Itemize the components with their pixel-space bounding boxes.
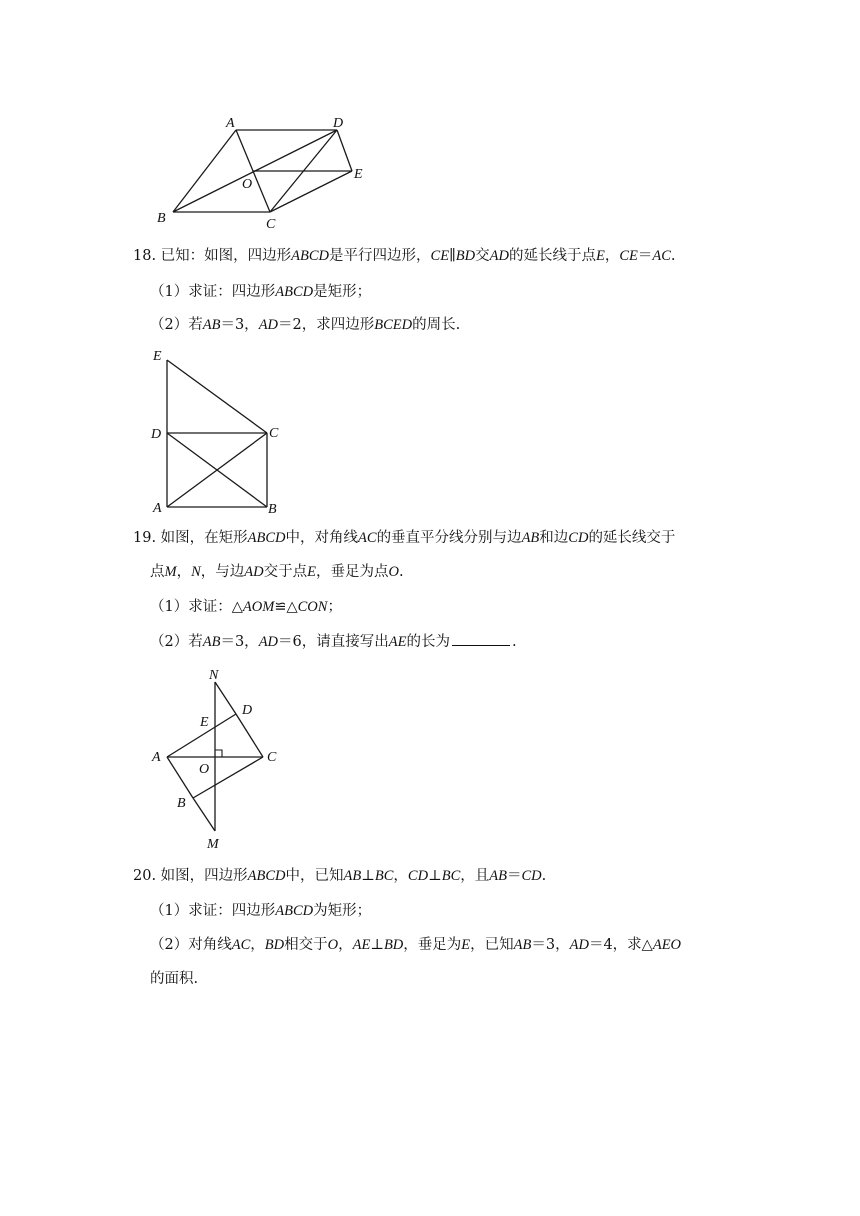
q19-part2: [150, 631, 517, 652]
text: ，垂足为: [403, 937, 462, 953]
math-var: AD: [258, 634, 279, 650]
label-A: A: [153, 501, 162, 516]
label-N: N: [209, 668, 219, 683]
math-var: AB: [521, 530, 540, 546]
q18-stem: [133, 246, 675, 266]
text: ＝6，请直接写出: [278, 634, 389, 650]
segment: [215, 682, 236, 714]
text: 和边: [539, 530, 569, 546]
text: ，: [176, 564, 192, 580]
text: ＝4，求△: [588, 937, 653, 953]
right-angle-mark: [215, 750, 222, 757]
math-var: BD: [455, 248, 476, 264]
math-var: AD: [258, 317, 279, 333]
text: （1）求证：△: [150, 599, 243, 615]
label-B: B: [268, 502, 277, 517]
math-var: BD: [383, 937, 404, 953]
text: 的长为: [406, 634, 450, 650]
math-var: AC: [358, 530, 377, 546]
text: 中，对角线: [285, 530, 359, 546]
text: ，且: [460, 868, 490, 884]
text: 如图，四边形: [160, 868, 248, 884]
math-var: E: [595, 248, 605, 264]
math-var: ABCD: [275, 284, 314, 300]
math-var: AE: [388, 634, 407, 650]
q20-stem: [133, 866, 546, 886]
math-var: CON: [297, 599, 328, 615]
text: 如图，在矩形: [160, 530, 248, 546]
text: ＝3，: [220, 634, 259, 650]
text: 的垂直平分线分别与边: [376, 530, 522, 546]
text: 是平行四边形，: [329, 248, 431, 264]
math-var: AB: [202, 317, 221, 333]
q20-part2: [150, 935, 681, 955]
text: ，与边: [200, 564, 245, 580]
math-var: CE: [619, 248, 638, 264]
answer-blank[interactable]: [452, 631, 510, 646]
q18-part2: [150, 315, 460, 335]
text: 中，已知: [285, 868, 344, 884]
text: .: [670, 248, 676, 264]
math-var: E: [307, 564, 316, 580]
text: ，: [393, 868, 408, 884]
label-A: A: [152, 750, 161, 765]
text: （2）若: [150, 317, 203, 333]
math-var: AD: [244, 564, 264, 580]
label-C: C: [269, 426, 279, 441]
text: 交: [475, 248, 490, 264]
text: ＝: [506, 868, 522, 884]
text: ＝3，: [531, 937, 570, 953]
text: （1）求证：四边形: [150, 284, 276, 300]
segment: [337, 130, 352, 171]
q19-part1: [150, 597, 342, 617]
text: ；: [327, 599, 342, 615]
math-var: O: [388, 564, 399, 580]
label-A: A: [226, 116, 235, 131]
math-var: CE: [430, 248, 450, 264]
text: 交于点: [263, 564, 308, 580]
math-var: E: [461, 937, 471, 953]
text: （2）对角线: [150, 937, 232, 953]
q18-part1: [150, 282, 371, 302]
perpendicular-symbol: ⊥: [428, 868, 442, 884]
math-var: ABCD: [275, 903, 314, 919]
label-D: D: [242, 703, 253, 718]
label-E: E: [153, 349, 162, 364]
label-B: B: [157, 211, 166, 226]
math-var: AOM: [242, 599, 275, 615]
text: .: [511, 634, 517, 650]
math-var: M: [164, 564, 177, 580]
math-var: BC: [441, 868, 461, 884]
text: （1）求证：四边形: [150, 903, 276, 919]
figure-parallelogram: [150, 110, 380, 235]
q19-stem-line1: [133, 528, 675, 548]
math-var: CD: [407, 868, 429, 884]
text: 的延长线交于: [588, 530, 676, 546]
label-E: E: [200, 715, 209, 730]
figure-perpendicular-bisector: [145, 660, 295, 855]
text: ，垂足为点: [315, 564, 389, 580]
text: 相交于: [284, 937, 328, 953]
text: 点: [150, 564, 165, 580]
question-number: 20.: [133, 868, 157, 884]
perpendicular-symbol: ⊥: [361, 868, 375, 884]
label-B: B: [177, 796, 186, 811]
label-C: C: [267, 750, 277, 765]
text: .: [541, 868, 547, 884]
text: ＝: [637, 248, 653, 264]
math-var: N: [191, 564, 201, 580]
segment: [167, 757, 193, 798]
segment: [236, 714, 263, 757]
math-var: AC: [231, 937, 251, 953]
label-O: O: [242, 177, 253, 192]
text: 为矩形；: [313, 903, 372, 919]
math-var: ABCD: [291, 248, 330, 264]
text: .: [398, 564, 404, 580]
math-var: AC: [652, 248, 671, 264]
label-E: E: [354, 167, 363, 182]
label-D: D: [333, 116, 344, 131]
math-var: AB: [343, 868, 362, 884]
label-M: M: [207, 837, 219, 852]
math-var: CD: [568, 530, 589, 546]
math-var: AE: [352, 937, 371, 953]
math-var: AD: [569, 937, 589, 953]
parallel-symbol: ∥: [449, 248, 456, 264]
label-O: O: [199, 762, 210, 777]
math-var: AB: [202, 634, 221, 650]
math-var: AB: [489, 868, 507, 884]
text: 是矩形；: [313, 284, 372, 300]
math-var: BC: [374, 868, 394, 884]
figure-rectangle-bced: [145, 340, 295, 520]
label-D: D: [151, 427, 162, 442]
q20-part1: [150, 901, 371, 921]
segment: [270, 171, 352, 212]
text: ，: [338, 937, 353, 953]
text: ≌△: [274, 599, 298, 615]
perpendicular-symbol: ⊥: [370, 937, 384, 953]
question-number: 18.: [133, 248, 157, 264]
text: 已知：如图，四边形: [160, 248, 292, 264]
math-var: BD: [264, 937, 285, 953]
math-var: AD: [489, 248, 509, 264]
text: ＝3，: [220, 317, 259, 333]
math-var: O: [327, 937, 339, 953]
segment: [173, 130, 236, 212]
q19-stem-line2: [150, 562, 404, 582]
text: 的面积.: [150, 971, 199, 987]
math-var: AB: [513, 937, 532, 953]
math-var: ABCD: [247, 530, 286, 546]
math-var: ABCD: [247, 868, 286, 884]
math-var: AEO: [652, 937, 682, 953]
text: ＝2，求四边形: [278, 317, 375, 333]
math-var: BCED: [374, 317, 413, 333]
text: 的延长线于点: [508, 248, 596, 264]
segment: [193, 798, 215, 831]
text: ，已知: [470, 937, 514, 953]
text: 的周长.: [412, 317, 461, 333]
text: ，: [604, 248, 620, 264]
text: ，: [250, 937, 265, 953]
segment: [167, 360, 267, 433]
label-C: C: [266, 217, 276, 232]
text: （2）若: [150, 634, 203, 650]
math-var: CD: [521, 868, 542, 884]
question-number: 19.: [133, 530, 157, 546]
q20-part2-continuation: [150, 969, 198, 989]
